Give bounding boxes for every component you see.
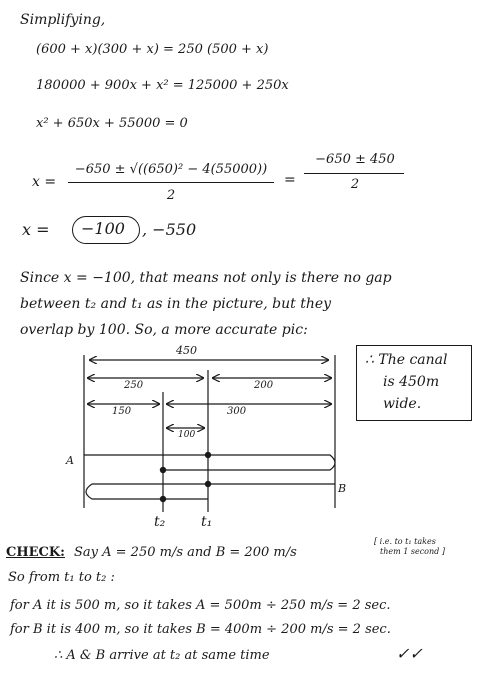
explanation-line-2: between t₂ and t₁ as in the picture, but they [20,296,332,312]
check-note-1: [ i.e. to t₁ takes [374,537,436,546]
explanation-line-1: Since x = −100, that means not only is there no gap [20,270,392,286]
solution-lhs: x = [22,220,50,239]
checkmark-icon: ✓✓ [396,644,423,663]
equation-2: 180000 + 900x + x² = 125000 + 250x [36,78,289,93]
check-note-2: them 1 second ] [380,547,445,556]
label-t1: t₁ [201,514,213,530]
dim-label-450: 450 [176,344,197,357]
dim-label-300: 300 [227,406,247,417]
label-b: B [338,482,347,495]
check-say: Say A = 250 m/s and B = 200 m/s [74,545,297,560]
check-line-b: for B it is 400 m, so it takes B = 400m ÷ 200 m/s = 2 sec. [10,622,391,637]
dot-a-t2 [160,467,166,473]
simplifying-label: Simplifying, [20,12,106,28]
quadratic-denominator-1: 2 [166,188,176,203]
dot-b-t1 [205,481,211,487]
label-a: A [66,454,74,467]
dim-label-200: 200 [254,380,274,391]
conclusion-box [356,345,472,421]
label-t2: t₂ [154,514,166,530]
conclusion-line-2: is 450m [383,374,440,390]
equation-3: x² + 650x + 55000 = 0 [36,116,188,131]
conclusion-line-3: wide. [383,396,422,412]
dim-label-100: 100 [178,430,196,440]
path-b [86,484,335,499]
quadratic-lhs: x = [32,174,57,190]
dim-label-250: 250 [124,380,144,391]
quadratic-denominator-2: 2 [350,177,360,192]
check-line-a: for A it is 500 m, so it takes A = 500m ÷ 250 m/s = 2 sec. [10,598,391,613]
dot-a-t1 [205,452,211,458]
explanation-line-3: overlap by 100. So, a more accurate pic: [20,322,308,338]
quadratic-equals: = [284,172,296,188]
dot-b-t2 [160,496,166,502]
conclusion-line-1: ∴ The canal [365,352,448,368]
check-final: ∴ A & B arrive at t₂ at same time [54,648,270,663]
check-from: So from t₁ to t₂ : [8,570,115,585]
check-heading: CHECK: [6,545,65,560]
dim-label-150: 150 [112,406,132,417]
quadratic-numerator-1: −650 ± √((650)² − 4(55000)) [74,162,268,177]
solution-root-2: , −550 [142,220,197,239]
equation-1: (600 + x)(300 + x) = 250 (500 + x) [36,42,269,57]
solution-root-1: −100 [81,219,125,238]
quadratic-numerator-2: −650 ± 450 [315,152,395,167]
